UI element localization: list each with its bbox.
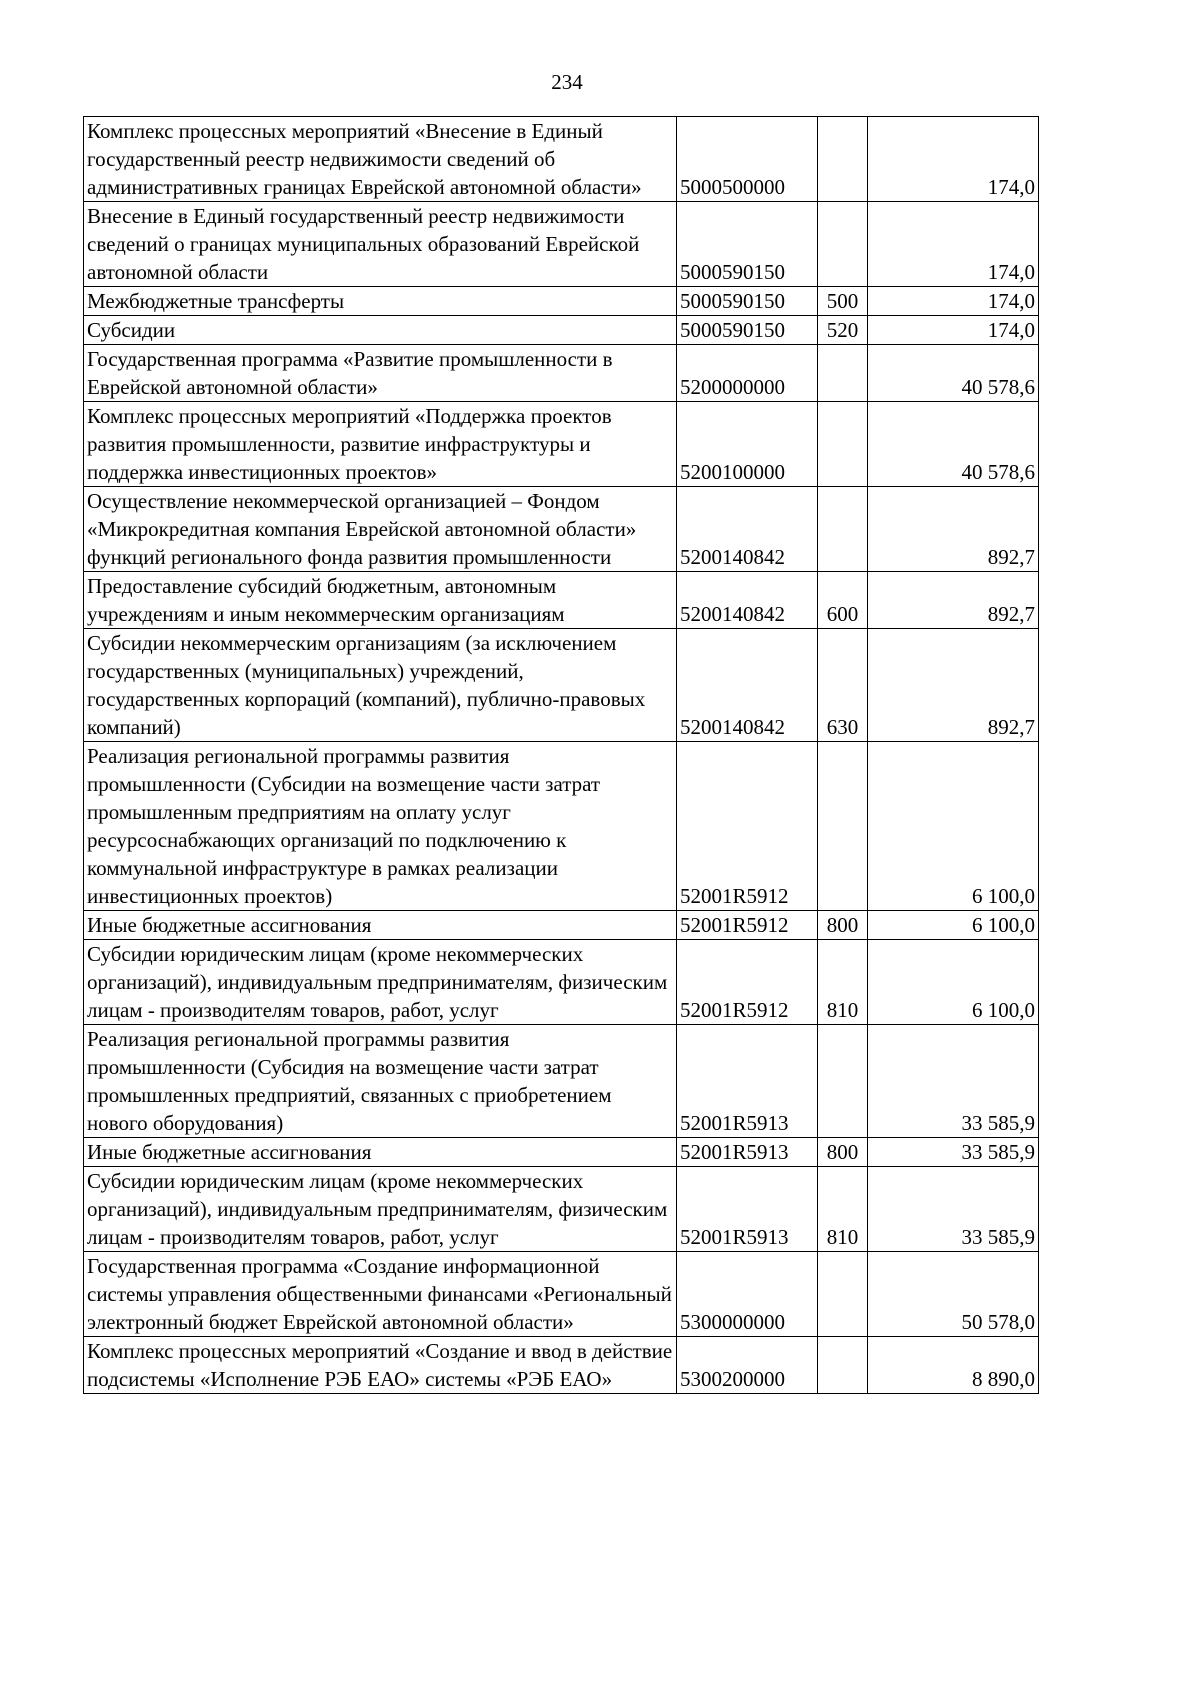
row-code: 52001R5912 [677,940,818,1025]
row-name: Осуществление некоммерческой организацией – Фондом «Микрокредитная компания Еврейской автономной области» функций регионального фонда развития промышленности [84,487,677,572]
table-row [84,1138,1039,1167]
row-name: Субсидии [84,316,677,345]
row-sum: 6 100,0 [868,742,1039,911]
row-type [818,117,868,202]
row-code: 5000500000 [677,117,818,202]
row-sum: 33 585,9 [868,1025,1039,1138]
table-row [84,402,1039,487]
row-name: Иные бюджетные ассигнования [84,1138,677,1167]
row-code: 5200140842 [677,629,818,742]
row-type: 800 [818,1138,868,1167]
row-sum: 892,7 [868,487,1039,572]
table-row [84,1025,1039,1138]
row-type [818,202,868,287]
row-sum: 6 100,0 [868,940,1039,1025]
table-row [84,287,1039,316]
row-type [818,742,868,911]
row-sum: 50 578,0 [868,1252,1039,1337]
row-sum: 40 578,6 [868,402,1039,487]
table-row [84,742,1039,911]
row-type: 630 [818,629,868,742]
row-type: 520 [818,316,868,345]
row-sum: 892,7 [868,572,1039,629]
row-name: Комплекс процессных мероприятий «Внесение в Единый государственный реестр недвижимости сведений об административных границах Еврейской автономной области» [84,117,677,202]
row-type [818,402,868,487]
row-name: Субсидии юридическим лицам (кроме некоммерческих организаций), индивидуальным предпринимателям, физическим лицам - производителям товаров, работ, услуг [84,1167,677,1252]
row-sum: 33 585,9 [868,1167,1039,1252]
row-code: 5200100000 [677,402,818,487]
row-sum: 174,0 [868,316,1039,345]
row-name: Комплекс процессных мероприятий «Поддержка проектов развития промышленности, развитие инфраструктуры и поддержка инвестиционных проектов» [84,402,677,487]
row-code: 5300000000 [677,1252,818,1337]
row-sum: 33 585,9 [868,1138,1039,1167]
row-code: 5200000000 [677,345,818,402]
row-type: 810 [818,1167,868,1252]
row-type: 500 [818,287,868,316]
page-number: 234 [551,70,583,94]
row-code: 5300200000 [677,1337,818,1394]
row-code: 52001R5913 [677,1138,818,1167]
budget-table-body [84,117,1039,1394]
row-type [818,345,868,402]
row-code: 5000590150 [677,287,818,316]
row-name: Межбюджетные трансферты [84,287,677,316]
row-sum: 174,0 [868,202,1039,287]
row-code: 5200140842 [677,487,818,572]
row-name: Предоставление субсидий бюджетным, автономным учреждениям и иным некоммерческим организациям [84,572,677,629]
table-row [84,911,1039,940]
row-sum: 6 100,0 [868,911,1039,940]
row-name: Внесение в Единый государственный реестр недвижимости сведений о границах муниципальных образований Еврейской автономной области [84,202,677,287]
table-row [84,345,1039,402]
table-row [84,117,1039,202]
row-type [818,1025,868,1138]
table-row [84,940,1039,1025]
row-name: Государственная программа «Создание информационной системы управления общественными финансами «Региональный электронный бюджет Еврейской автономной области» [84,1252,677,1337]
row-sum: 174,0 [868,287,1039,316]
table-row [84,572,1039,629]
table-row [84,629,1039,742]
table-row [84,487,1039,572]
table-row [84,316,1039,345]
row-name: Субсидии юридическим лицам (кроме некоммерческих организаций), индивидуальным предпринимателям, физическим лицам - производителям товаров, работ, услуг [84,940,677,1025]
budget-table [83,116,1039,1394]
table-row [84,1167,1039,1252]
row-name: Комплекс процессных мероприятий «Создание и ввод в действие подсистемы «Исполнение РЭБ ЕАО» системы «РЭБ ЕАО» [84,1337,677,1394]
row-code: 52001R5913 [677,1167,818,1252]
row-type: 810 [818,940,868,1025]
row-code: 5200140842 [677,572,818,629]
row-code: 5000590150 [677,316,818,345]
row-code: 52001R5913 [677,1025,818,1138]
row-type: 800 [818,911,868,940]
row-sum: 892,7 [868,629,1039,742]
row-sum: 174,0 [868,117,1039,202]
row-name: Иные бюджетные ассигнования [84,911,677,940]
table-row [84,202,1039,287]
row-code: 52001R5912 [677,911,818,940]
row-name: Реализация региональной программы развития промышленности (Субсидии на возмещение части затрат промышленным предприятиям на оплату услуг ресурсоснабжающих организаций по подключению к коммунальной инфраструктуре в рамках реализации инвестиционных проектов) [84,742,677,911]
table-row [84,1252,1039,1337]
row-code: 52001R5912 [677,742,818,911]
row-code: 5000590150 [677,202,818,287]
row-type [818,487,868,572]
row-sum: 40 578,6 [868,345,1039,402]
row-type [818,1337,868,1394]
table-row [84,1337,1039,1394]
row-type: 600 [818,572,868,629]
row-sum: 8 890,0 [868,1337,1039,1394]
row-name: Реализация региональной программы развития промышленности (Субсидия на возмещение части затрат промышленных предприятий, связанных с приобретением нового оборудования) [84,1025,677,1138]
row-name: Субсидии некоммерческим организациям (за исключением государственных (муниципальных) учреждений, государственных корпораций (компаний), публично-правовых компаний) [84,629,677,742]
row-type [818,1252,868,1337]
row-name: Государственная программа «Развитие промышленности в Еврейской автономной области» [84,345,677,402]
